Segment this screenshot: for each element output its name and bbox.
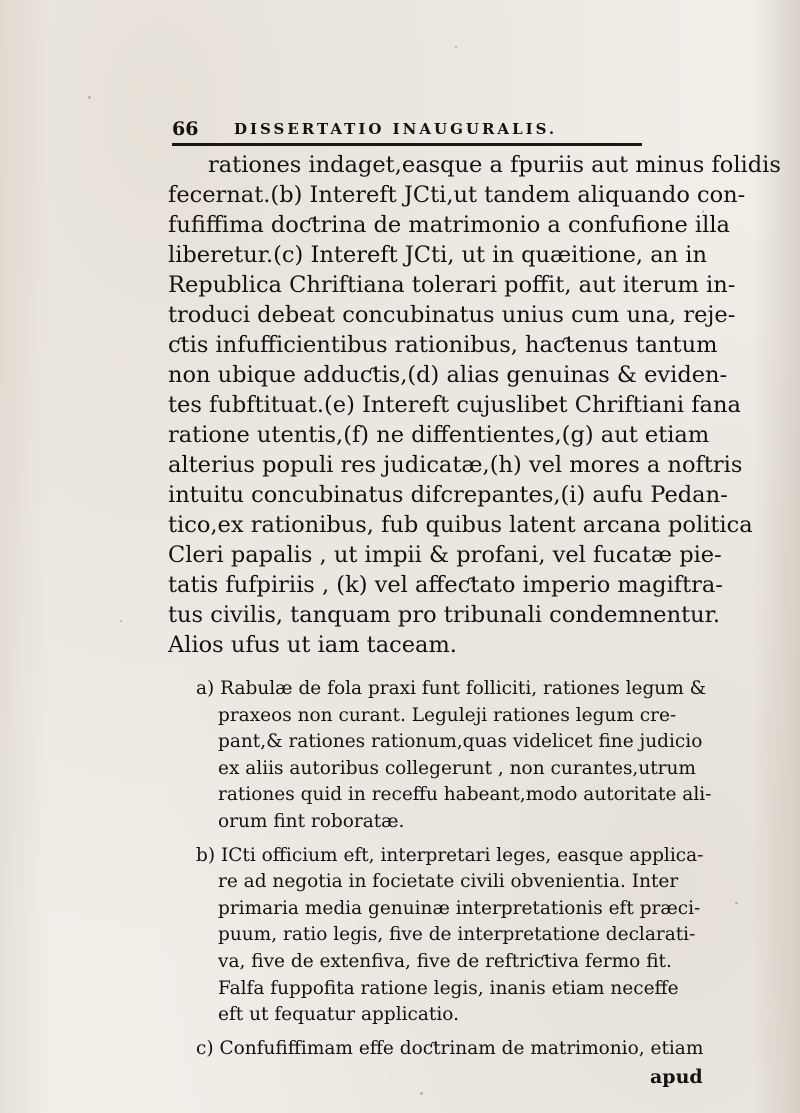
speck <box>420 1092 423 1095</box>
main-text-block <box>168 150 781 660</box>
page-header <box>172 118 642 142</box>
footnote-line: praxeos non curant. Leguleji rationes legum cre- <box>218 704 677 726</box>
header-rule <box>172 143 642 146</box>
footnote-line: pant,& rationes rationum,quas videlicet fine judicio <box>218 731 703 753</box>
main-text-line: tes fubftituat.(e) Intereft cujuslibet Chriftiani fana <box>168 392 741 418</box>
footnote-b <box>196 843 704 1029</box>
main-text-line: ratione utentis,(f) ne diffentientes,(g) aut etiam <box>168 422 710 448</box>
speck <box>735 902 738 904</box>
footnote-line: ex aliis autoribus collegerunt , non curantes,utrum <box>218 757 696 779</box>
footnote-line: rationes quid in receffu habeant,modo autoritate ali- <box>218 784 712 806</box>
page-number: 66 <box>172 118 199 140</box>
main-text-line: non ubique adduƈtis,(d) alias genuinas & eviden- <box>168 362 728 388</box>
main-text-line: tatis fufpiriis , (k) vel affeƈtato imperio magiftra- <box>168 572 723 598</box>
main-text-line: rationes indaget,easque a fpuriis aut minus folidis <box>208 152 781 178</box>
footnote-line: orum fint roboratæ. <box>218 810 405 832</box>
footnote-line: b) ICti officium eft, interpretari leges, easque applica- <box>196 844 704 866</box>
footnote-c <box>196 1036 704 1063</box>
main-text-line: alterius populi res judicatæ,(h) vel mores a noftris <box>168 452 743 478</box>
footnote-line: eft ut fequatur applicatio. <box>218 1004 459 1026</box>
footnotes <box>196 676 712 1069</box>
footnote-line: re ad negotia in focietate civili obvenientia. Inter <box>218 871 679 893</box>
footnote-a <box>196 676 712 836</box>
main-text-line: fecernat.(b) Intereft JCti,ut tandem aliquando con- <box>168 182 746 208</box>
footnote-line: Falfa fuppofita ratione legis, inanis etiam neceffe <box>218 977 679 999</box>
footnote-line: c) Confufiffimam effe doƈtrinam de matrimonio, etiam <box>196 1037 704 1059</box>
footnote-line: puum, ratio legis, five de interpretatione declarati- <box>218 924 696 946</box>
main-text-line: Republica Chriftiana tolerari poffit, aut iterum in- <box>168 272 736 298</box>
footnote-line: a) Rabulæ de fola praxi funt folliciti, rationes legum & <box>196 678 707 699</box>
running-head: DISSERTATIO INAUGURALIS. <box>234 120 558 138</box>
footnote-line: primaria media genuinæ interpretationis eft præci- <box>218 897 701 919</box>
main-text-line: intuitu concubinatus difcrepantes,(i) aufu Pedan- <box>168 482 728 508</box>
main-text-line: tico,ex rationibus, fub quibus latent arcana politica <box>168 512 753 538</box>
speck <box>88 96 91 99</box>
footnote-line: va, five de extenfiva, five de reftriƈtiva fermo fit. <box>218 950 672 972</box>
catchword: apud <box>650 1066 703 1088</box>
main-text-line: troduci debeat concubinatus unius cum una, reje- <box>168 302 736 328</box>
main-text-line: tus civilis, tanquam pro tribunali condemnentur. <box>168 602 721 628</box>
main-text-line: liberetur.(c) Intereft JCti, ut in quæitione, an in <box>168 242 707 268</box>
speck <box>120 620 122 622</box>
main-text-line: ƈtis infufficientibus rationibus, haƈtenus tantum <box>168 332 718 358</box>
main-text-line: Cleri papalis , ut impii & profani, vel fucatæ pie- <box>168 542 722 568</box>
main-text-line: fufiffima doƈtrina de matrimonio a confufione illa <box>168 212 730 238</box>
speck <box>455 46 457 48</box>
main-text-line: Alios ufus ut iam taceam. <box>168 632 457 658</box>
